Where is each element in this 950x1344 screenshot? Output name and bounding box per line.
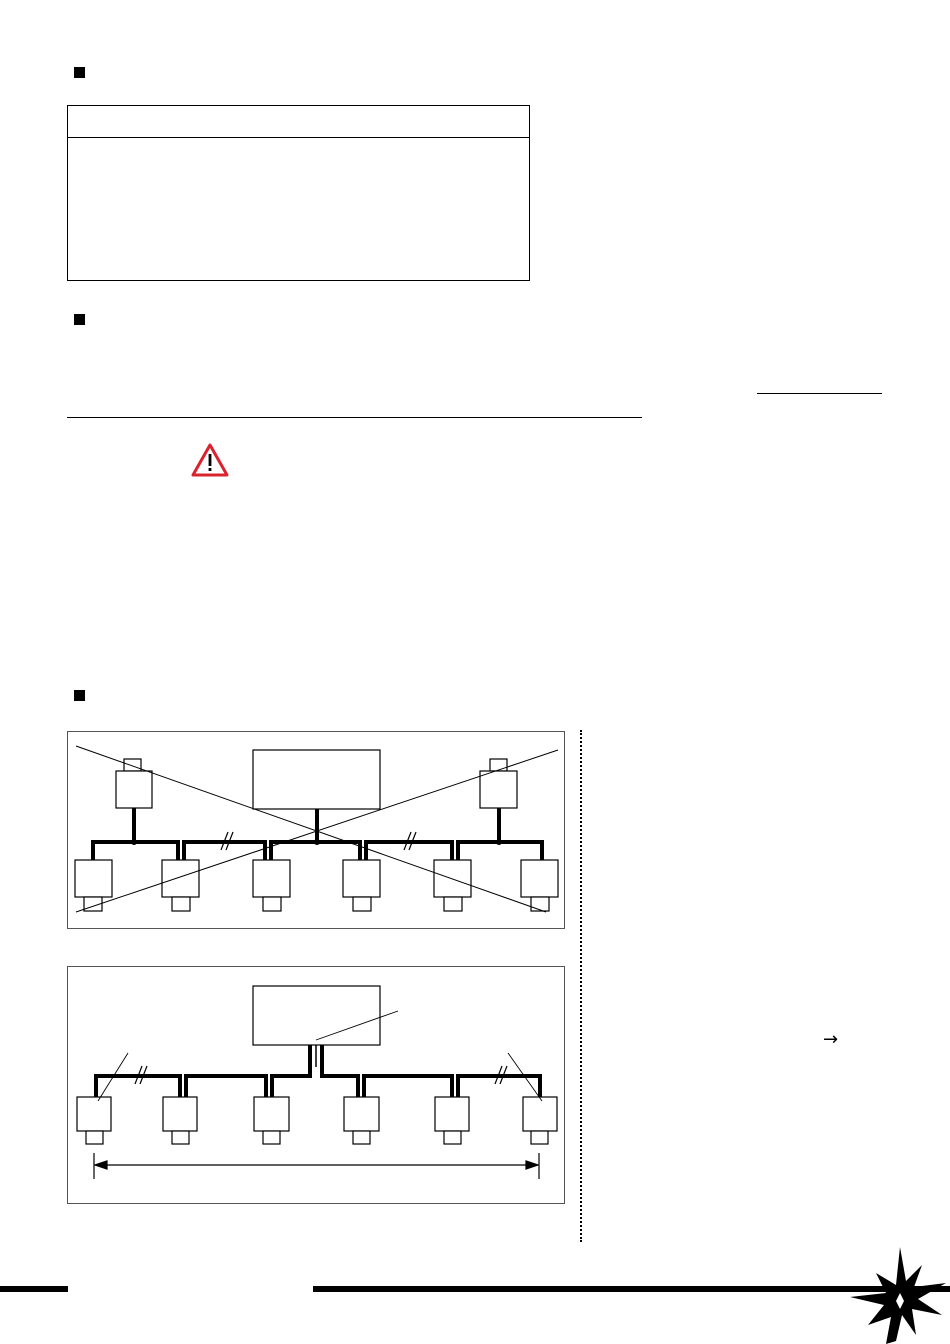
indoor-unit-2 (162, 860, 199, 897)
indoor-unit-4 (343, 860, 380, 897)
section-rule (67, 417, 642, 418)
column-divider (580, 730, 582, 1242)
wiring-diagram-correct (67, 966, 565, 1204)
branch-unit-left (116, 771, 152, 808)
incorrect-wiring-drawing (68, 732, 566, 930)
section-bullet-3 (74, 690, 85, 701)
spec-table-header-divider (68, 137, 529, 138)
section-bullet-2 (74, 314, 85, 325)
footer-bar-left (0, 1286, 68, 1292)
controller-box (253, 750, 380, 809)
indoor-unit-6 (523, 1097, 557, 1131)
spec-table (67, 105, 530, 281)
branch-unit-left-top (124, 759, 141, 771)
branch-unit-right-top (490, 759, 507, 771)
indoor-unit-4 (344, 1097, 379, 1131)
correct-wiring-drawing (68, 967, 566, 1205)
controller-box (253, 986, 380, 1045)
indoor-unit-2 (163, 1097, 197, 1131)
indoor-unit-5 (435, 1097, 469, 1131)
warning-triangle-icon (191, 443, 229, 477)
indoor-unit-1 (75, 860, 112, 897)
starburst-icon (846, 1245, 950, 1344)
branch-unit-right (480, 771, 517, 808)
wiring-diagram-incorrect (67, 731, 565, 929)
indoor-unit-6 (521, 860, 558, 897)
indoor-unit-3 (254, 1097, 289, 1131)
arrow-icon: → (823, 1029, 839, 1050)
section-bullet-1 (74, 67, 85, 78)
indoor-unit-3 (253, 860, 290, 897)
indoor-unit-1 (77, 1097, 111, 1131)
underline-rule (757, 393, 882, 394)
